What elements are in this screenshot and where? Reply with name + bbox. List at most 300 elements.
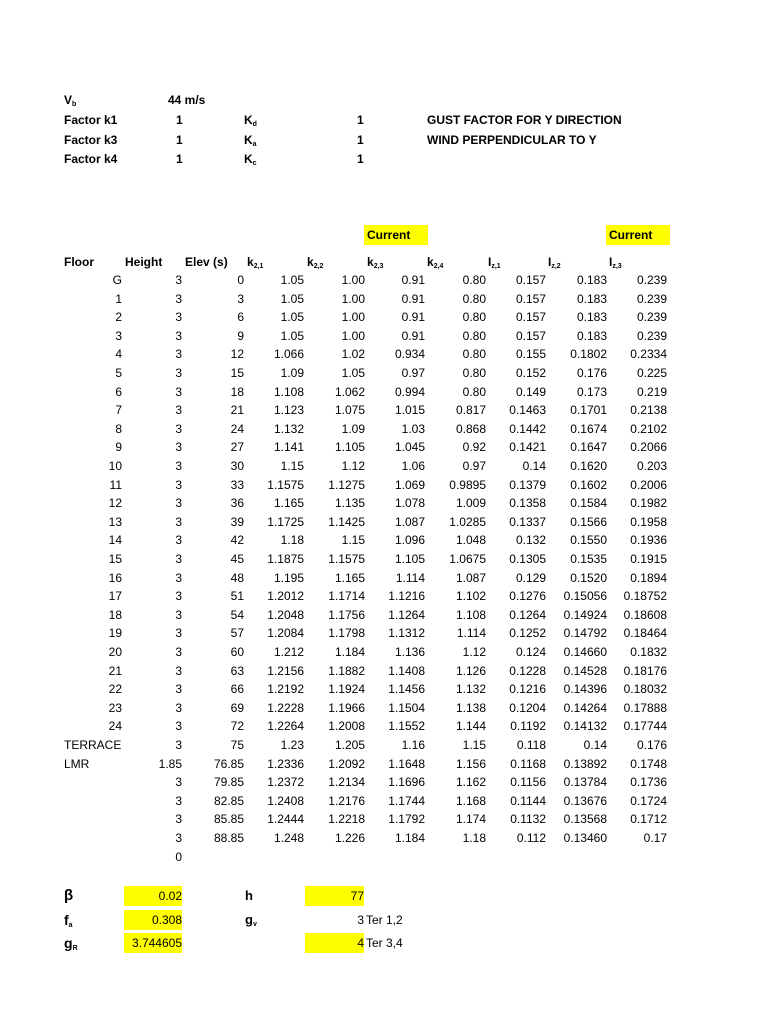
cell-k24[interactable]: 0.817 [455, 403, 486, 418]
ka-value[interactable]: 1 [357, 133, 364, 147]
cell-iz3[interactable]: 0.1894 [630, 570, 667, 585]
cell-k24[interactable]: 1.144 [455, 719, 486, 734]
cell-height[interactable]: 3 [175, 738, 182, 752]
cell-height[interactable]: 3 [175, 384, 182, 399]
cell-k21[interactable]: 1.132 [273, 421, 304, 436]
cell-k23[interactable]: 1.1744 [388, 793, 425, 808]
cell-elev[interactable]: 18 [230, 384, 244, 399]
cell-k22[interactable]: 1.1425 [328, 514, 365, 529]
cell-elev[interactable]: 48 [230, 570, 244, 585]
cell-k21[interactable]: 1.2228 [267, 700, 304, 715]
cell-floor[interactable]: 18 [108, 607, 122, 622]
cell-height[interactable]: 3 [175, 514, 182, 529]
cell-height[interactable]: 3 [175, 440, 182, 455]
cell-iz3[interactable]: 0.18464 [623, 626, 667, 641]
cell-k22[interactable]: 1.075 [334, 403, 365, 418]
cell-iz2[interactable]: 0.1620 [570, 459, 607, 473]
cell-iz3[interactable]: 0.17888 [623, 700, 667, 715]
k3-value[interactable]: 1 [176, 133, 183, 147]
cell-height[interactable]: 3 [175, 626, 182, 641]
cell-k22[interactable]: 1.09 [341, 421, 365, 436]
cell-k24[interactable]: 0.80 [462, 291, 486, 306]
cell-k23[interactable]: 1.114 [395, 570, 425, 585]
cell-elev[interactable]: 57 [230, 626, 244, 641]
cell-iz1[interactable]: 0.14 [522, 459, 546, 473]
cell-k21[interactable]: 1.2444 [267, 812, 304, 827]
cell-iz1[interactable]: 0.1276 [509, 589, 546, 604]
cell-elev[interactable]: 21 [230, 403, 244, 418]
g4-value[interactable]: 4 [305, 933, 364, 953]
cell-k24[interactable]: 1.132 [455, 682, 486, 697]
cell-height[interactable]: 3 [175, 831, 182, 845]
cell-elev[interactable]: 12 [230, 347, 244, 362]
cell-iz2[interactable]: 0.1602 [570, 477, 607, 492]
cell-iz1[interactable]: 0.112 [516, 831, 546, 845]
cell-iz2[interactable]: 0.14132 [563, 719, 607, 734]
cell-floor[interactable]: 15 [108, 552, 122, 566]
cell-k22[interactable]: 1.205 [334, 738, 365, 752]
cell-iz2[interactable]: 0.1802 [570, 347, 607, 362]
cell-elev[interactable]: 54 [230, 607, 244, 622]
cell-floor[interactable]: 9 [115, 440, 122, 455]
cell-height[interactable]: 3 [175, 366, 182, 380]
cell-k21[interactable]: 1.2336 [267, 756, 304, 771]
cell-iz3[interactable]: 0.1832 [630, 645, 667, 659]
cell-iz1[interactable]: 0.1192 [510, 719, 546, 734]
cell-iz2[interactable]: 0.14792 [563, 626, 607, 641]
cell-floor[interactable]: 3 [115, 328, 122, 343]
cell-iz3[interactable]: 0.1748 [630, 756, 667, 771]
cell-elev[interactable]: 3 [237, 291, 244, 306]
cell-iz1[interactable]: 0.1252 [509, 626, 546, 641]
cell-elev[interactable]: 88.85 [213, 831, 244, 845]
cell-k24[interactable]: 1.114 [456, 626, 486, 641]
gv-value[interactable]: 3 [357, 913, 364, 927]
cell-iz2[interactable]: 0.183 [576, 291, 607, 306]
cell-k21[interactable]: 1.2012 [267, 589, 304, 604]
cell-iz1[interactable]: 0.1358 [509, 496, 546, 511]
cell-iz3[interactable]: 0.2334 [630, 347, 667, 362]
cell-elev[interactable]: 63 [230, 663, 244, 678]
cell-k22[interactable]: 1.184 [334, 645, 365, 659]
cell-k24[interactable]: 0.80 [462, 384, 486, 399]
cell-iz3[interactable]: 0.225 [636, 366, 667, 380]
cell-elev[interactable]: 76.85 [213, 756, 244, 771]
cell-k22[interactable]: 1.05 [341, 366, 365, 380]
cell-k21[interactable]: 1.05 [280, 328, 304, 343]
cell-k22[interactable]: 1.2092 [328, 756, 365, 771]
cell-k21[interactable]: 1.05 [280, 291, 304, 306]
cell-k23[interactable]: 1.069 [394, 477, 425, 492]
cell-floor[interactable]: 17 [108, 589, 122, 604]
cell-floor[interactable]: 16 [108, 570, 122, 585]
cell-iz3[interactable]: 0.1736 [630, 775, 667, 790]
cell-iz3[interactable]: 0.2006 [630, 477, 667, 492]
cell-floor[interactable]: 1 [115, 291, 122, 306]
cell-iz1[interactable]: 0.1264 [509, 607, 546, 622]
cell-k22[interactable]: 1.15 [341, 533, 365, 548]
cell-iz3[interactable]: 0.239 [636, 328, 667, 343]
cell-elev[interactable]: 85.85 [213, 812, 244, 827]
cell-k23[interactable]: 1.078 [394, 496, 425, 511]
cell-elev[interactable]: 75 [230, 738, 244, 752]
cell-k24[interactable]: 0.9895 [449, 477, 486, 492]
cell-k23[interactable]: 0.994 [394, 384, 425, 399]
cell-k22[interactable]: 1.2218 [328, 812, 365, 827]
cell-k21[interactable]: 1.066 [273, 347, 304, 362]
cell-k24[interactable]: 1.156 [455, 756, 486, 771]
cell-height[interactable]: 3 [175, 403, 182, 418]
cell-iz1[interactable]: 0.1228 [509, 663, 546, 678]
cell-k21[interactable]: 1.2048 [267, 607, 304, 622]
cell-k24[interactable]: 0.92 [462, 440, 486, 455]
beta-value[interactable]: 0.02 [124, 886, 182, 906]
cell-iz3[interactable]: 0.239 [636, 273, 667, 287]
cell-k23[interactable]: 1.1312 [388, 626, 425, 641]
cell-elev[interactable]: 30 [230, 459, 244, 473]
cell-iz2[interactable]: 0.176 [576, 366, 607, 380]
cell-floor[interactable]: G [112, 273, 122, 287]
cell-k22[interactable]: 1.1798 [328, 626, 365, 641]
cell-k23[interactable]: 1.015 [394, 403, 425, 418]
cell-floor[interactable]: 11 [109, 477, 122, 492]
cell-k21[interactable]: 1.09 [280, 366, 304, 380]
cell-k21[interactable]: 1.1875 [267, 552, 304, 566]
cell-iz3[interactable]: 0.219 [636, 384, 667, 399]
k4-value[interactable]: 1 [176, 152, 183, 166]
cell-k23[interactable]: 1.096 [394, 533, 425, 548]
cell-iz1[interactable]: 0.1216 [509, 682, 546, 697]
cell-k24[interactable]: 1.12 [462, 645, 486, 659]
cell-elev[interactable]: 24 [230, 421, 244, 436]
cell-height[interactable]: 3 [175, 347, 182, 362]
cell-k22[interactable]: 1.165 [334, 570, 365, 585]
cell-k23[interactable]: 0.91 [401, 328, 425, 343]
cell-iz1[interactable]: 0.1132 [510, 812, 546, 827]
cell-k21[interactable]: 1.05 [280, 310, 304, 325]
cell-iz1[interactable]: 0.1337 [509, 514, 546, 529]
cell-iz1[interactable]: 0.157 [515, 291, 546, 306]
cell-iz3[interactable]: 0.203 [636, 459, 667, 473]
cell-floor[interactable]: 23 [108, 700, 122, 715]
cell-height[interactable]: 3 [175, 291, 182, 306]
cell-k24[interactable]: 1.174 [455, 812, 486, 827]
cell-floor[interactable]: 22 [108, 682, 122, 697]
cell-k24[interactable]: 1.009 [455, 496, 486, 511]
cell-height[interactable]: 0 [175, 849, 182, 864]
cell-k22[interactable]: 1.00 [341, 273, 365, 287]
cell-k24[interactable]: 1.126 [455, 663, 486, 678]
cell-iz2[interactable]: 0.14528 [563, 663, 607, 678]
cell-k24[interactable]: 0.80 [462, 328, 486, 343]
cell-k21[interactable]: 1.2408 [267, 793, 304, 808]
cell-iz2[interactable]: 0.13784 [563, 775, 607, 790]
cell-height[interactable]: 3 [175, 533, 182, 548]
cell-iz1[interactable]: 0.157 [515, 310, 546, 325]
cell-iz2[interactable]: 0.183 [576, 310, 607, 325]
cell-iz1[interactable]: 0.1168 [510, 756, 546, 771]
cell-k23[interactable]: 0.97 [401, 366, 425, 380]
cell-k23[interactable]: 1.105 [394, 552, 425, 566]
cell-iz3[interactable]: 0.1712 [630, 812, 667, 827]
cell-iz3[interactable]: 0.1724 [630, 793, 667, 808]
cell-k22[interactable]: 1.02 [341, 347, 365, 362]
k1-value[interactable]: 1 [176, 113, 183, 127]
cell-k22[interactable]: 1.1882 [328, 663, 365, 678]
cell-k21[interactable]: 1.2156 [267, 663, 304, 678]
cell-k21[interactable]: 1.1725 [267, 514, 304, 529]
cell-elev[interactable]: 27 [230, 440, 244, 455]
cell-elev[interactable]: 42 [230, 533, 244, 548]
cell-k21[interactable]: 1.108 [273, 384, 304, 399]
cell-k22[interactable]: 1.1275 [328, 477, 365, 492]
cell-iz2[interactable]: 0.1674 [570, 421, 607, 436]
cell-floor[interactable]: 21 [108, 663, 122, 678]
cell-iz2[interactable]: 0.13892 [563, 756, 607, 771]
cell-k21[interactable]: 1.195 [273, 570, 304, 585]
cell-iz3[interactable]: 0.18752 [623, 589, 667, 604]
cell-floor[interactable]: 12 [108, 496, 122, 511]
cell-k24[interactable]: 0.80 [462, 347, 486, 362]
cell-k22[interactable]: 1.105 [334, 440, 365, 455]
cell-height[interactable]: 3 [175, 700, 182, 715]
cell-iz3[interactable]: 0.18176 [623, 663, 667, 678]
cell-iz3[interactable]: 0.1936 [630, 533, 667, 548]
kc-value[interactable]: 1 [357, 152, 364, 166]
cell-elev[interactable]: 39 [230, 514, 244, 529]
cell-iz2[interactable]: 0.1520 [570, 570, 607, 585]
cell-iz2[interactable]: 0.173 [576, 384, 607, 399]
fa-value[interactable]: 0.308 [124, 910, 182, 930]
cell-elev[interactable]: 45 [230, 552, 244, 566]
cell-iz3[interactable]: 0.1915 [630, 552, 667, 566]
cell-height[interactable]: 3 [175, 775, 182, 790]
cell-k21[interactable]: 1.05 [280, 273, 304, 287]
cell-k22[interactable]: 1.2134 [328, 775, 365, 790]
cell-k21[interactable]: 1.165 [273, 496, 304, 511]
cell-k24[interactable]: 1.168 [455, 793, 486, 808]
cell-iz2[interactable]: 0.14 [583, 738, 607, 752]
cell-iz3[interactable]: 0.239 [636, 291, 667, 306]
cell-iz1[interactable]: 0.118 [516, 738, 546, 752]
kd-value[interactable]: 1 [357, 113, 364, 127]
cell-iz2[interactable]: 0.183 [576, 273, 607, 287]
cell-elev[interactable]: 60 [230, 645, 244, 659]
cell-k24[interactable]: 0.80 [462, 366, 486, 380]
cell-iz2[interactable]: 0.13460 [563, 831, 607, 845]
cell-elev[interactable]: 69 [230, 700, 244, 715]
cell-floor[interactable]: LMR [64, 756, 90, 771]
cell-height[interactable]: 1.85 [158, 756, 182, 771]
cell-k23[interactable]: 1.1552 [388, 719, 425, 734]
cell-k22[interactable]: 1.226 [334, 831, 365, 845]
cell-elev[interactable]: 72 [230, 719, 244, 734]
cell-height[interactable]: 3 [175, 552, 182, 566]
cell-k22[interactable]: 1.00 [341, 310, 365, 325]
cell-iz2[interactable]: 0.14396 [563, 682, 607, 697]
cell-floor[interactable]: 19 [108, 626, 122, 641]
cell-iz1[interactable]: 0.152 [515, 366, 546, 380]
cell-elev[interactable]: 33 [230, 477, 244, 492]
cell-iz1[interactable]: 0.132 [515, 533, 546, 548]
cell-k24[interactable]: 1.15 [462, 738, 486, 752]
cell-k21[interactable]: 1.23 [280, 738, 304, 752]
cell-iz1[interactable]: 0.1156 [510, 775, 546, 790]
cell-k24[interactable]: 1.0285 [449, 514, 486, 529]
cell-elev[interactable]: 51 [230, 589, 244, 604]
cell-floor[interactable]: 20 [108, 645, 122, 659]
cell-iz1[interactable]: 0.129 [515, 570, 546, 585]
cell-height[interactable]: 3 [175, 812, 182, 827]
cell-height[interactable]: 3 [175, 607, 182, 622]
cell-floor[interactable]: 2 [115, 310, 122, 325]
cell-k23[interactable]: 1.16 [401, 738, 425, 752]
cell-k21[interactable]: 1.2192 [267, 682, 304, 697]
cell-height[interactable]: 3 [175, 682, 182, 697]
cell-k23[interactable]: 1.06 [401, 459, 425, 473]
cell-iz2[interactable]: 0.1550 [570, 533, 607, 548]
cell-elev[interactable]: 82.85 [213, 793, 244, 808]
cell-floor[interactable]: 4 [115, 347, 122, 362]
cell-k24[interactable]: 0.868 [455, 421, 486, 436]
cell-elev[interactable]: 15 [230, 366, 244, 380]
cell-iz1[interactable]: 0.1379 [509, 477, 546, 492]
cell-elev[interactable]: 9 [237, 328, 244, 343]
cell-iz3[interactable]: 0.17744 [623, 719, 667, 734]
cell-k21[interactable]: 1.141 [273, 440, 304, 455]
cell-k21[interactable]: 1.2372 [267, 775, 304, 790]
cell-iz1[interactable]: 0.1463 [509, 403, 546, 418]
cell-k23[interactable]: 1.1408 [388, 663, 425, 678]
cell-height[interactable]: 3 [175, 645, 182, 659]
cell-iz2[interactable]: 0.14660 [563, 645, 607, 659]
cell-floor[interactable]: 14 [108, 533, 122, 548]
cell-floor[interactable]: 7 [115, 403, 122, 418]
cell-k23[interactable]: 0.91 [401, 310, 425, 325]
cell-k24[interactable]: 1.18 [462, 831, 486, 845]
cell-iz1[interactable]: 0.155 [515, 347, 546, 362]
cell-k22[interactable]: 1.12 [341, 459, 365, 473]
cell-iz3[interactable]: 0.18608 [623, 607, 667, 622]
cell-iz3[interactable]: 0.1958 [630, 514, 667, 529]
cell-k22[interactable]: 1.1966 [328, 700, 365, 715]
cell-iz2[interactable]: 0.1584 [570, 496, 607, 511]
cell-k21[interactable]: 1.2264 [267, 719, 304, 734]
cell-floor[interactable]: 6 [115, 384, 122, 399]
cell-k23[interactable]: 1.087 [394, 514, 425, 529]
cell-k23[interactable]: 1.136 [394, 645, 425, 659]
cell-k23[interactable]: 0.91 [401, 291, 425, 306]
cell-iz1[interactable]: 0.1305 [509, 552, 546, 566]
cell-k21[interactable]: 1.212 [273, 645, 304, 659]
cell-k22[interactable]: 1.00 [341, 328, 365, 343]
cell-k23[interactable]: 0.934 [394, 347, 425, 362]
cell-iz2[interactable]: 0.14264 [563, 700, 607, 715]
cell-iz2[interactable]: 0.15056 [563, 589, 607, 604]
cell-k21[interactable]: 1.248 [273, 831, 304, 845]
cell-floor[interactable]: TERRACE [64, 738, 122, 752]
cell-k24[interactable]: 1.048 [455, 533, 486, 548]
cell-k21[interactable]: 1.18 [280, 533, 304, 548]
cell-k22[interactable]: 1.135 [334, 496, 365, 511]
cell-k23[interactable]: 0.91 [401, 273, 425, 287]
cell-k24[interactable]: 1.108 [455, 607, 486, 622]
cell-k21[interactable]: 1.1575 [267, 477, 304, 492]
h-value[interactable]: 77 [305, 886, 364, 906]
cell-k23[interactable]: 1.045 [394, 440, 425, 455]
cell-k23[interactable]: 1.1648 [388, 756, 425, 771]
cell-height[interactable]: 3 [175, 719, 182, 734]
cell-iz2[interactable]: 0.1535 [570, 552, 607, 566]
cell-iz1[interactable]: 0.1421 [509, 440, 546, 455]
cell-k22[interactable]: 1.1575 [328, 552, 365, 566]
cell-k24[interactable]: 1.087 [455, 570, 486, 585]
cell-iz2[interactable]: 0.1647 [570, 440, 607, 455]
cell-floor[interactable]: 5 [115, 366, 122, 380]
cell-height[interactable]: 3 [175, 793, 182, 808]
cell-k22[interactable]: 1.1756 [328, 607, 365, 622]
cell-iz3[interactable]: 0.18032 [623, 682, 667, 697]
cell-iz1[interactable]: 0.149 [515, 384, 546, 399]
cell-k22[interactable]: 1.1714 [328, 589, 365, 604]
cell-k24[interactable]: 0.80 [462, 273, 486, 287]
cell-iz2[interactable]: 0.183 [576, 328, 607, 343]
cell-height[interactable]: 3 [175, 273, 182, 287]
cell-iz3[interactable]: 0.2102 [630, 421, 667, 436]
cell-height[interactable]: 3 [175, 570, 182, 585]
cell-k21[interactable]: 1.123 [273, 403, 304, 418]
cell-k24[interactable]: 0.97 [462, 459, 486, 473]
cell-iz1[interactable]: 0.157 [515, 273, 546, 287]
cell-iz3[interactable]: 0.2138 [630, 403, 667, 418]
cell-iz2[interactable]: 0.1566 [570, 514, 607, 529]
cell-k22[interactable]: 1.2176 [328, 793, 365, 808]
cell-iz1[interactable]: 0.124 [515, 645, 546, 659]
cell-iz1[interactable]: 0.1204 [509, 700, 546, 715]
cell-k23[interactable]: 1.184 [394, 831, 425, 845]
cell-floor[interactable]: 10 [108, 459, 122, 473]
cell-iz2[interactable]: 0.1701 [570, 403, 607, 418]
cell-k22[interactable]: 1.062 [334, 384, 365, 399]
cell-iz1[interactable]: 0.157 [515, 328, 546, 343]
cell-k23[interactable]: 1.1504 [388, 700, 425, 715]
cell-k23[interactable]: 1.03 [401, 421, 425, 436]
cell-k22[interactable]: 1.2008 [328, 719, 365, 734]
cell-height[interactable]: 3 [175, 663, 182, 678]
cell-height[interactable]: 3 [175, 477, 182, 492]
cell-height[interactable]: 3 [175, 496, 182, 511]
cell-height[interactable]: 3 [175, 589, 182, 604]
vb-value[interactable]: 44 m/s [168, 93, 206, 107]
cell-k22[interactable]: 1.00 [341, 291, 365, 306]
cell-height[interactable]: 3 [175, 328, 182, 343]
cell-k24[interactable]: 1.138 [455, 700, 486, 715]
cell-height[interactable]: 3 [175, 459, 182, 473]
cell-k24[interactable]: 0.80 [462, 310, 486, 325]
cell-floor[interactable]: 24 [108, 719, 122, 734]
cell-elev[interactable]: 6 [237, 310, 244, 325]
cell-k23[interactable]: 1.1264 [388, 607, 425, 622]
cell-iz2[interactable]: 0.14924 [563, 607, 607, 622]
cell-k24[interactable]: 1.102 [455, 589, 486, 604]
gr-value[interactable]: 3.744605 [124, 933, 182, 953]
cell-height[interactable]: 3 [175, 310, 182, 325]
cell-k23[interactable]: 1.1696 [388, 775, 425, 790]
cell-iz1[interactable]: 0.1144 [510, 793, 546, 808]
cell-elev[interactable]: 79.85 [213, 775, 244, 790]
cell-iz3[interactable]: 0.1982 [630, 496, 667, 511]
cell-k22[interactable]: 1.1924 [328, 682, 365, 697]
